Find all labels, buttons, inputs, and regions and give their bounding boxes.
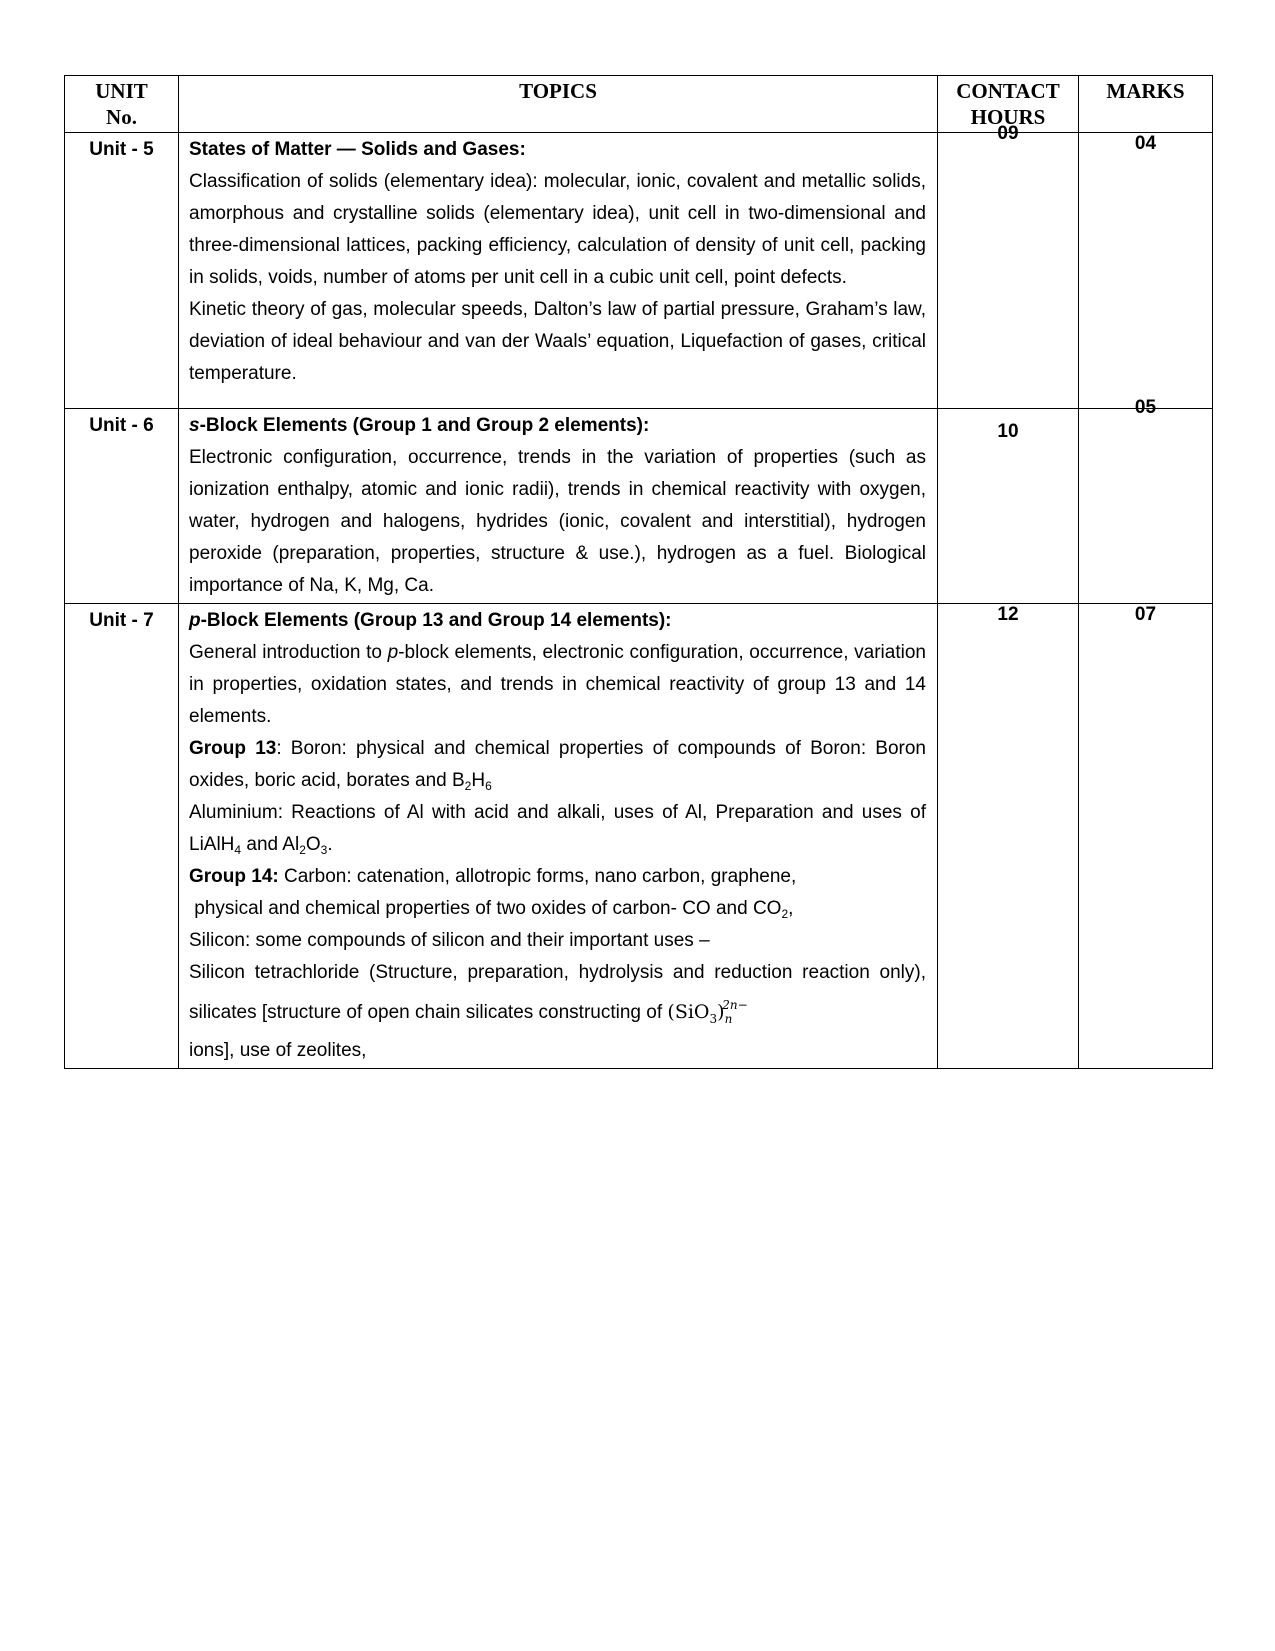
header-marks: MARKS — [1079, 76, 1213, 133]
contact-hours-cell — [938, 409, 1079, 604]
formula-part: and Al — [241, 834, 300, 855]
subscript: 3 — [320, 843, 328, 857]
topic-cell — [179, 604, 938, 1069]
unit-cell: Unit - 5 — [65, 133, 179, 409]
topic-cell — [179, 133, 938, 409]
silicate-formula — [667, 998, 748, 1026]
topic-paragraph-group14 — [189, 861, 926, 893]
table-row — [65, 133, 1213, 409]
header-contact-hours: CONTACT HOURS — [938, 76, 1079, 133]
topic-title-text: -Block Elements (Group 1 and Group 2 elements): — [199, 415, 650, 436]
topic-title — [189, 410, 926, 442]
contact-hours-value: 09 — [997, 123, 1019, 144]
topic-cell — [179, 409, 938, 604]
unit-cell: Unit - 6 — [65, 409, 179, 604]
topic-line: Silicon: some compounds of silicon and their important uses – — [189, 930, 710, 951]
group13-label: Group 13 — [189, 738, 277, 759]
contact-hours-cell — [938, 604, 1079, 1069]
intro-text: General introduction to — [189, 642, 388, 663]
topic-paragraph-silicon — [189, 957, 926, 1035]
marks-cell — [1079, 604, 1213, 1069]
subscript: 3 — [709, 1012, 718, 1026]
table-row — [65, 409, 1213, 604]
formula-part: , — [788, 898, 794, 919]
intro-italic: p — [387, 642, 399, 663]
contact-hours-value: 10 — [997, 421, 1019, 442]
table-header — [65, 76, 1213, 133]
subscript: 2 — [299, 843, 306, 857]
formula-part: O — [305, 834, 321, 855]
formula-part: (SiO — [667, 1001, 710, 1023]
topic-paragraph-group13 — [189, 733, 926, 797]
group14-line2: physical and chemical properties of two oxides of carbon- CO and CO — [189, 898, 782, 919]
subscript: n — [724, 1012, 733, 1026]
contact-hours-value: 12 — [997, 604, 1019, 625]
superscript: 2n− — [722, 998, 748, 1012]
group14-label: Group 14: — [189, 866, 279, 887]
subscript: 4 — [234, 843, 242, 857]
topic-paragraph: Electronic configuration, occurrence, trends in the variation of properties (such as ionization enthalpy, atomic and ionic radii), trends in chemical reactivity with oxygen, water, hydrogen and halogens, hydrides (ionic, covalent and interstitial), hydrogen peroxide (preparation, properties, structure & use.), hydrogen as a fuel. Biological importance of Na, K, Mg, Ca. — [189, 447, 926, 596]
marks-cell — [1079, 397, 1213, 604]
header-row — [65, 76, 1213, 133]
subscript: 2 — [464, 779, 472, 793]
topic-paragraph: Classification of solids (elementary idea): molecular, ionic, covalent and metallic solids, amorphous and crystalline solids (elementary idea), unit cell in two-dimensional and three-dimensional lattices, packing efficiency, calculation of density of unit cell, packing in solids, voids, number of atoms per unit cell in a cubic unit cell, point defects. — [189, 171, 926, 288]
topic-title: States of Matter — Solids and Gases: — [189, 139, 526, 160]
topic-title-italic: s — [189, 415, 200, 436]
header-unit-no: UNIT No. — [65, 76, 179, 133]
marks-value: 07 — [1134, 604, 1157, 625]
topic-line: ions], use of zeolites, — [189, 1040, 367, 1061]
marks-cell — [1079, 133, 1213, 409]
topic-title-text: -Block Elements (Group 13 and Group 14 elements): — [200, 610, 672, 631]
topic-line — [189, 893, 926, 925]
group14-text: Carbon: catenation, allotropic forms, nano carbon, graphene, — [278, 866, 797, 887]
formula-part: . — [327, 834, 333, 855]
marks-value: 04 — [1134, 133, 1157, 154]
topic-title-italic: p — [189, 610, 201, 631]
topic-paragraph — [189, 637, 926, 733]
topic-title — [189, 605, 926, 637]
subscript: 6 — [485, 779, 492, 793]
subscript: 2 — [781, 907, 789, 921]
table-row — [65, 604, 1213, 1069]
header-topics: TOPICS — [179, 76, 938, 133]
intro-text-cont: -block elements, electronic configuration, occurrence, variation in properties, oxidation states, and trends in chemical reactivity of group 13 and 14 elements. — [189, 642, 926, 727]
formula-part: H — [471, 770, 486, 791]
marks-value: 05 — [1134, 397, 1157, 418]
silicon-text: Silicon tetrachloride (Structure, preparation, hydrolysis and reduction reaction only), silicates [structure of open chain silicates constructing of — [189, 962, 926, 1023]
contact-hours-cell — [938, 123, 1079, 409]
formula-part: ) — [717, 1001, 725, 1023]
topic-paragraph-aluminium — [189, 797, 926, 861]
syllabus-table — [64, 75, 1213, 1069]
aluminium-text: Aluminium: Reactions of Al with acid and alkali, uses of Al, Preparation and uses of LiAlH — [189, 802, 926, 855]
group13-text: : Boron: physical and chemical properties of compounds of Boron: Boron oxides, boric acid, borates and B — [189, 738, 926, 791]
unit-cell: Unit - 7 — [65, 604, 179, 1069]
topic-paragraph: Kinetic theory of gas, molecular speeds, Dalton’s law of partial pressure, Graham’s law, deviation of ideal behaviour and van der Waals’ equation, Liquefaction of gases, critical temperature. — [189, 299, 926, 384]
